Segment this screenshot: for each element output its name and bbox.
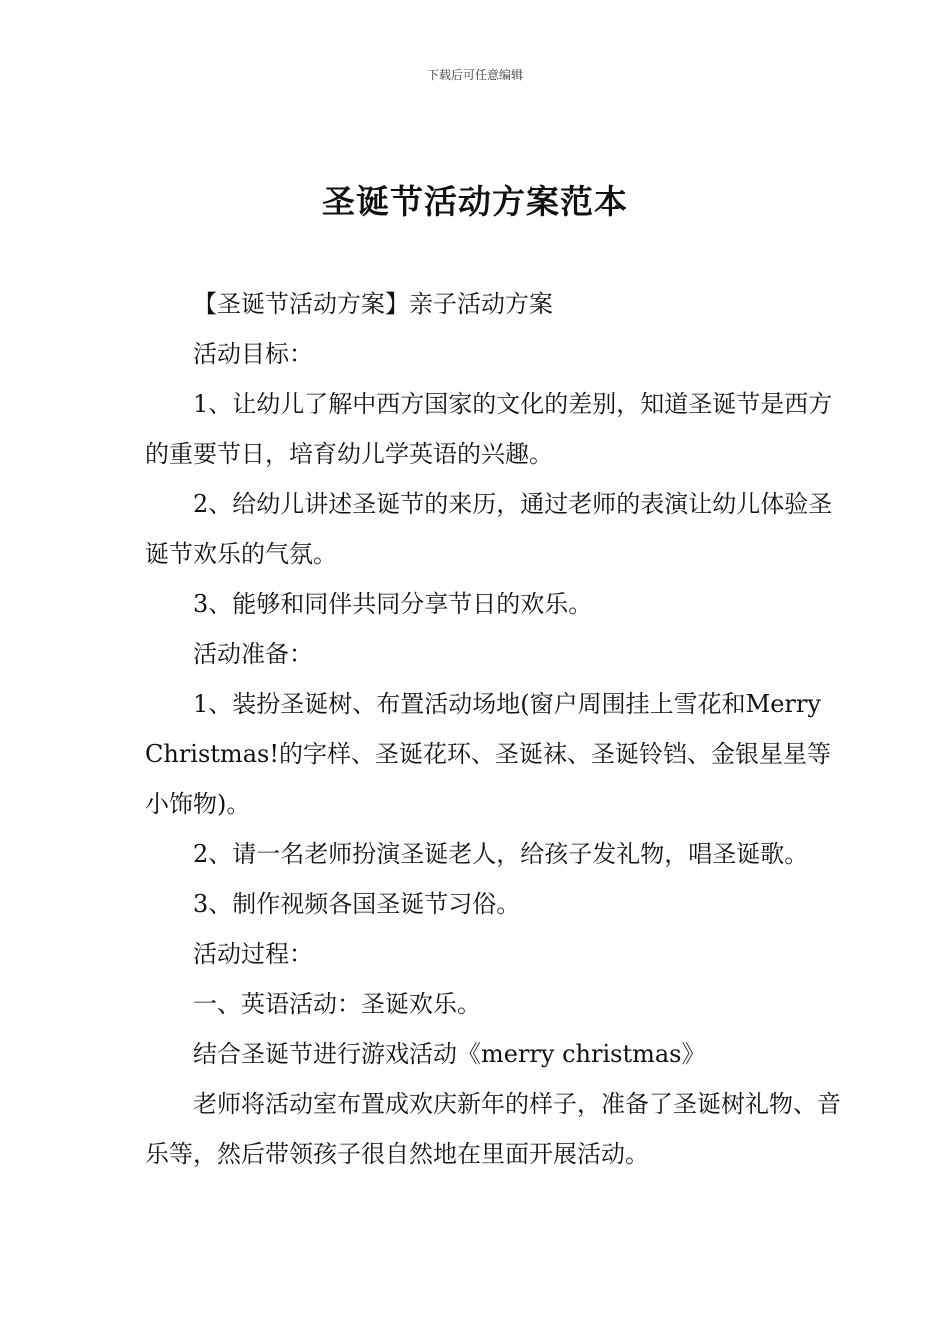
paragraph-goal-1: 1、让幼儿了解中西方国家的文化的差别，知道圣诞节是西方的重要节日，培育幼儿学英语的兴趣。 — [145, 390, 833, 468]
paragraph-process-1: 一、英语活动：圣诞欢乐。 — [193, 990, 481, 1018]
paragraph-prep-1: 1、装扮圣诞树、布置活动场地(窗户周围挂上雪花和Merry Christmas!的字样、圣诞花环、圣诞袜、圣诞铃铛、金银星星等小饰物)。 — [145, 690, 831, 818]
document-title: 圣诞节活动方案范本 — [322, 182, 628, 221]
paragraph-game: 结合圣诞节进行游戏活动《merry christmas》 — [193, 1040, 706, 1068]
document-body — [145, 279, 845, 1179]
page-header-note: 下载后可任意编辑 — [426, 68, 523, 82]
paragraph-prep-3: 3、制作视频各国圣诞节习俗。 — [193, 890, 521, 918]
paragraph-subtitle: 【圣诞节活动方案】亲子活动方案 — [193, 290, 553, 318]
paragraph-process-heading: 活动过程： — [193, 940, 313, 968]
paragraph-goal-3: 3、能够和同伴共同分享节日的欢乐。 — [193, 590, 593, 618]
paragraph-goals-heading: 活动目标： — [193, 340, 313, 368]
paragraph-prep-heading: 活动准备： — [193, 640, 313, 668]
paragraph-prep-2: 2、请一名老师扮演圣诞老人，给孩子发礼物，唱圣诞歌。 — [193, 840, 809, 868]
paragraph-goal-2: 2、给幼儿讲述圣诞节的来历，通过老师的表演让幼儿体验圣诞节欢乐的气氛。 — [145, 490, 833, 568]
paragraph-teacher: 老师将活动室布置成欢庆新年的样子，准备了圣诞树礼物、音乐等，然后带领孩子很自然地在里面开展活动。 — [145, 1090, 841, 1168]
